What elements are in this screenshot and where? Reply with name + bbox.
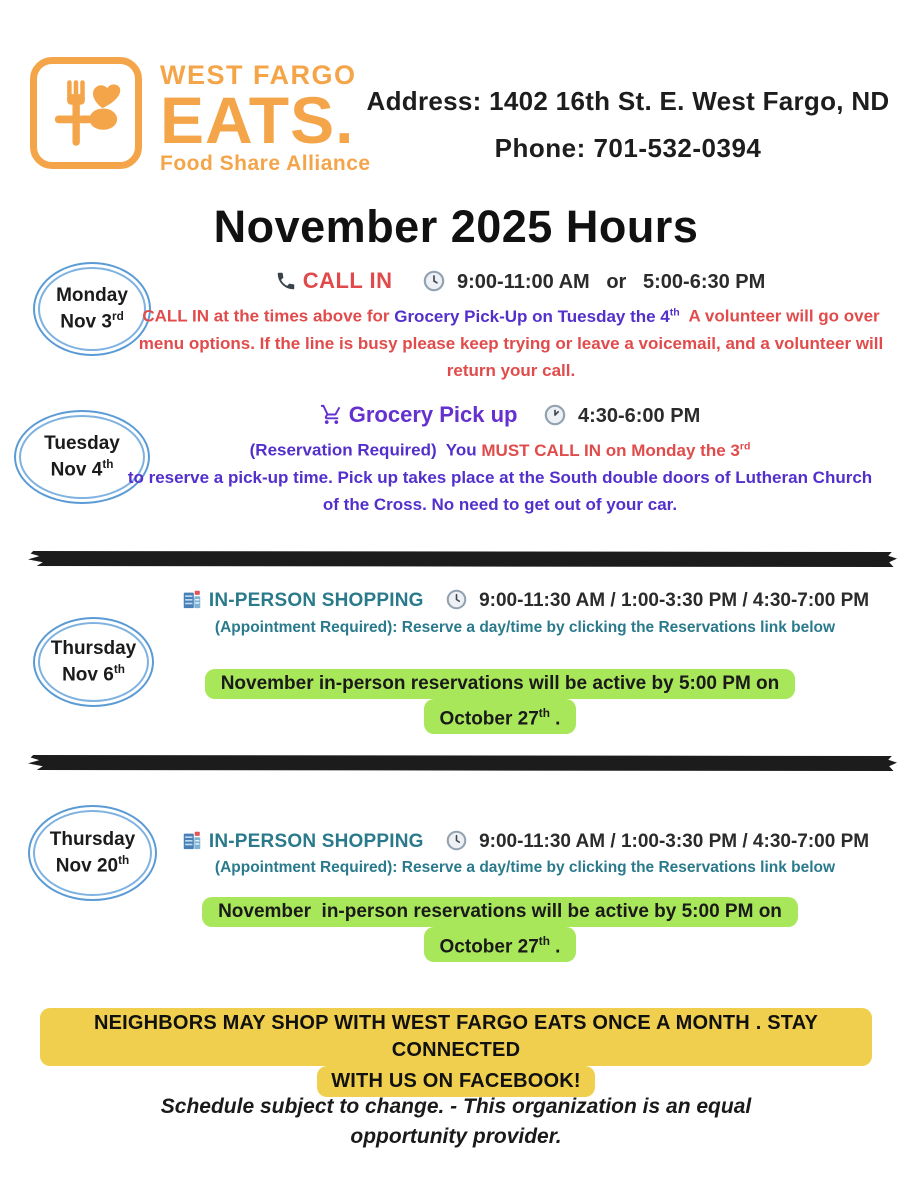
store-icon: [181, 829, 203, 856]
highlight-line1: November in-person reservations will be active by 5:00 PM on: [205, 669, 796, 699]
address-text: Address: 1402 16th St. E. West Fargo, ND: [366, 86, 890, 116]
date-badge-thursday2: [28, 805, 157, 901]
monday-details: [130, 299, 892, 384]
clock-icon: [446, 830, 467, 856]
in-person-shopping-label: IN-PERSON SHOPPING: [208, 590, 424, 611]
page-title: November 2025 Hours: [213, 201, 699, 252]
thursday1-service-row: [150, 588, 900, 615]
thursday2-times: 9:00-11:30 AM / 1:00-3:30 PM / 4:30-7:00 PM: [479, 831, 870, 852]
highlight-line2: October 27th .: [424, 699, 577, 734]
notice-line2: WITH US ON FACEBOOK!: [317, 1066, 595, 1097]
brand-tagline: Food Share Alliance: [160, 151, 371, 175]
monday-times: 9:00-11:00 AM or 5:00-6:30 PM: [457, 271, 766, 293]
date-label: Nov 3rd: [60, 309, 124, 333]
in-person-shopping-label: IN-PERSON SHOPPING: [208, 831, 424, 852]
footer-line2: opportunity provider.: [350, 1125, 562, 1148]
call-in-label: CALL IN: [302, 268, 393, 293]
brand-logo: [30, 57, 142, 169]
footer-disclaimer: [146, 1092, 766, 1152]
clock-icon: [446, 589, 467, 615]
thursday2-reservation-highlight: [170, 897, 830, 962]
date-badge-thursday1: [33, 617, 154, 707]
footer-line1: Schedule subject to change. - This organization is an equal: [160, 1095, 752, 1118]
highlight-line1: November in-person reservations will be active by 5:00 PM on: [202, 897, 798, 927]
section-divider: [28, 755, 897, 771]
tuesday-details-part1: (Reservation Required) You: [249, 440, 482, 460]
brand-text: [160, 62, 371, 175]
brand-name-top: WEST FARGO: [160, 60, 357, 90]
day-label: Thursday: [50, 638, 137, 660]
notice-line1: NEIGHBORS MAY SHOP WITH WEST FARGO EATS ONCE A MONTH . STAY CONNECTED: [40, 1008, 872, 1066]
grocery-pickup-label: Grocery Pick up: [348, 402, 518, 427]
phone-text: Phone: 701-532-0394: [494, 133, 762, 163]
monday-service-row: [150, 268, 890, 297]
monday-details-part2: A volunteer will go over menu options. If the line is busy please keep trying or leave a voicemail, and a volunteer will return your call.: [138, 306, 888, 380]
brand-name-main: EATS.: [160, 83, 355, 157]
fork-heart-spoon-icon: [45, 72, 127, 154]
day-label: Thursday: [49, 829, 136, 851]
thursday1-times: 9:00-11:30 AM / 1:00-3:30 PM / 4:30-7:00 PM: [479, 590, 870, 611]
date-label: Nov 6th: [62, 662, 125, 686]
date-label: Nov 4th: [50, 457, 114, 481]
tuesday-times: 4:30-6:00 PM: [577, 405, 701, 427]
clock-icon: [423, 270, 445, 297]
highlight-line2: October 27th .: [424, 927, 577, 962]
day-label: Tuesday: [44, 433, 120, 455]
clock-icon: [544, 404, 566, 431]
monthly-shopping-notice: [40, 1008, 872, 1097]
date-label: Nov 20th: [55, 853, 130, 877]
thursday2-service-row: [150, 829, 900, 856]
phone-icon: [275, 270, 297, 297]
tuesday-service-row: [150, 402, 870, 431]
section-divider: [28, 551, 897, 567]
monday-details-part1: CALL IN at the times above for: [142, 306, 395, 326]
shopping-cart-icon: [320, 403, 343, 431]
monday-details-purple: Grocery Pick-Up on Tuesday the 4th: [394, 306, 680, 326]
thursday2-appointment-note: (Appointment Required): Reserve a day/time by clicking the Reservations link below: [214, 859, 836, 876]
tuesday-details-part2: to reserve a pick-up time. Pick up takes place at the South double doors of Lutheran Church of the Cross. No need to get out of your car.: [127, 467, 873, 514]
tuesday-details-red: MUST CALL IN on Monday the 3rd: [481, 440, 751, 460]
thursday1-appointment-note: (Appointment Required): Reserve a day/time by clicking the Reservations link below: [214, 619, 836, 636]
store-icon: [181, 588, 203, 615]
thursday1-reservation-highlight: [170, 669, 830, 734]
tuesday-details: [120, 433, 880, 518]
day-label: Monday: [56, 285, 128, 307]
contact-block: [348, 86, 908, 164]
